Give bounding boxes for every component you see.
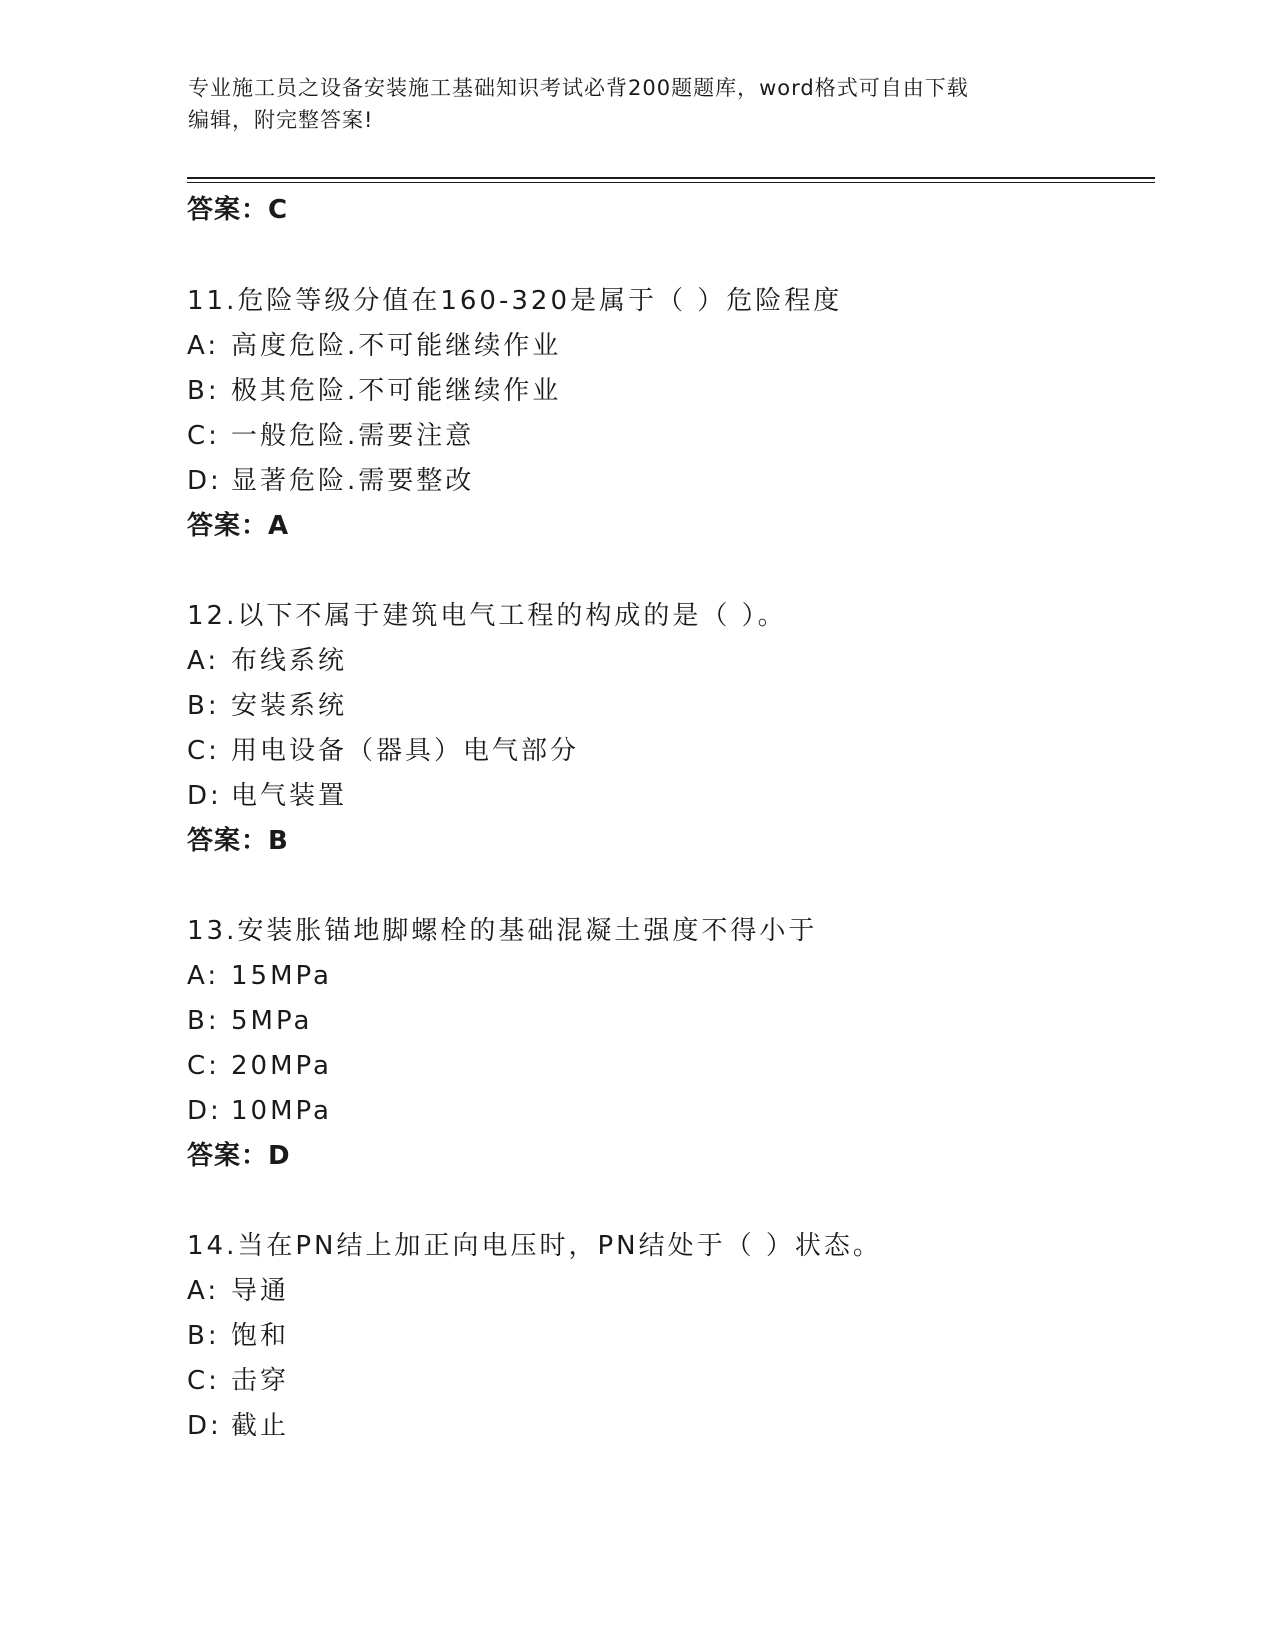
- option-label: C:: [187, 1366, 220, 1396]
- option-label: B:: [187, 376, 220, 406]
- header-rule-thin: [187, 182, 1155, 183]
- option-label: A:: [187, 1276, 220, 1306]
- question-text: 11.危险等级分值在160-320是属于（ ）危险程度: [187, 286, 843, 316]
- header-rule-thick: [187, 177, 1155, 179]
- header-line-2: 编辑，附完整答案!: [188, 108, 374, 132]
- option-item: [187, 1404, 1147, 1449]
- document-header: [188, 72, 1088, 136]
- question-block: [187, 1224, 1147, 1449]
- option-text: 截止: [231, 1411, 290, 1441]
- option-label: C:: [187, 421, 220, 451]
- option-item: [187, 459, 1147, 504]
- option-item: [187, 774, 1147, 819]
- question-text: 13.安装胀锚地脚螺栓的基础混凝土强度不得小于: [187, 916, 818, 946]
- option-text: 5MPa: [231, 1006, 313, 1036]
- option-item: [187, 1314, 1147, 1359]
- question-list: [187, 188, 1147, 1449]
- option-item: [187, 1089, 1147, 1134]
- answer-line: 答案：A: [187, 511, 290, 541]
- questions-container: [187, 279, 1147, 1449]
- option-text: 显著危险.需要整改: [231, 466, 475, 496]
- option-label: C:: [187, 736, 220, 766]
- option-text: 击穿: [231, 1366, 290, 1396]
- option-item: [187, 954, 1147, 999]
- answer-line: 答案：D: [187, 1141, 291, 1171]
- question-block: [187, 279, 1147, 549]
- option-label: D:: [187, 466, 222, 496]
- option-item: [187, 1359, 1147, 1404]
- option-text: 15MPa: [231, 961, 332, 991]
- option-label: A:: [187, 331, 220, 361]
- option-item: [187, 999, 1147, 1044]
- option-item: [187, 1269, 1147, 1314]
- option-text: 电气装置: [231, 781, 348, 811]
- question-block: [187, 594, 1147, 864]
- option-item: [187, 729, 1147, 774]
- option-label: D:: [187, 1411, 222, 1441]
- option-text: 高度危险.不可能继续作业: [231, 331, 562, 361]
- option-text: 布线系统: [231, 646, 348, 676]
- option-text: 10MPa: [231, 1096, 332, 1126]
- option-label: B:: [187, 1006, 220, 1036]
- option-text: 饱和: [231, 1321, 290, 1351]
- option-label: B:: [187, 1321, 220, 1351]
- answer-line: 答案：C: [187, 195, 289, 225]
- question-text: 14.当在PN结上加正向电压时，PN结处于（ ）状态。: [187, 1231, 882, 1261]
- option-label: A:: [187, 961, 220, 991]
- option-label: B:: [187, 691, 220, 721]
- option-text: 一般危险.需要注意: [231, 421, 475, 451]
- option-item: [187, 324, 1147, 369]
- option-text: 极其危险.不可能继续作业: [231, 376, 562, 406]
- option-text: 安装系统: [231, 691, 348, 721]
- header-line-1: 专业施工员之设备安装施工基础知识考试必背200题题库，word格式可自由下载: [188, 76, 969, 100]
- question-text: 12.以下不属于建筑电气工程的构成的是（ ）。: [187, 601, 787, 631]
- option-label: D:: [187, 1096, 222, 1126]
- option-label: A:: [187, 646, 220, 676]
- option-text: 20MPa: [231, 1051, 332, 1081]
- answer-line: 答案：B: [187, 826, 289, 856]
- option-item: [187, 684, 1147, 729]
- option-item: [187, 1044, 1147, 1089]
- question-block: [187, 909, 1147, 1179]
- option-label: D:: [187, 781, 222, 811]
- option-label: C:: [187, 1051, 220, 1081]
- option-text: 用电设备（器具）电气部分: [231, 736, 580, 766]
- option-item: [187, 639, 1147, 684]
- option-text: 导通: [231, 1276, 290, 1306]
- option-item: [187, 414, 1147, 459]
- option-item: [187, 369, 1147, 414]
